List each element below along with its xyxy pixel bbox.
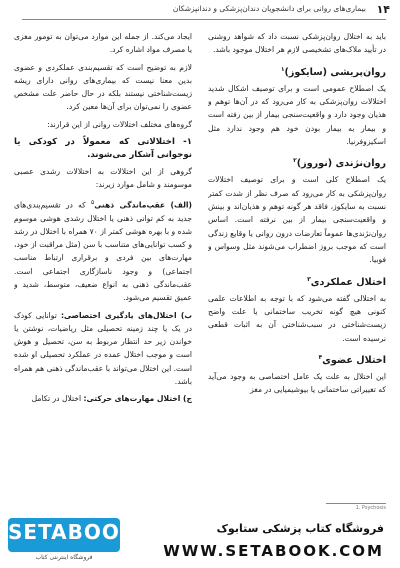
- note-paragraph: لازم به توضیح است که تقسیم‌بندی عملکردی و عضوی بدین معنا نیست که بیماری‌های روانی دارای ریشه زیست‌شناختی نیستند بلکه در حال حاضر علت مشخص عضوی را نمی‌توان برای آن‌ها معین کرد.: [14, 62, 192, 112]
- page-header: [0, 0, 400, 20]
- childhood-paragraph: گروهی از این اختلالات به اختلالات رشدی عصبی موسومند و شامل موارد زیرند:: [14, 167, 192, 190]
- header-rule: [22, 19, 386, 20]
- continuation-paragraph: ایجاد می‌کند. از جمله این موارد می‌توان به تومور مغزی یا مصرف مواد اشاره کرد.: [14, 32, 192, 55]
- logo-word: SETABOOK: [8, 520, 137, 544]
- running-head: بیماری‌های روانی برای دانشجویان دندان‌پزشکی و دندانپزشکان: [172, 4, 366, 13]
- neurosis-paragraph: یک اصطلاح کلی است و برای توصیف اختلالات روان‌پزشکی به کار می‌رود که صرف نظر از شدت کمتر نسبت به سایکوز، فاقد هر گونه توهم و هذیان‌اند و بینش و واقعیت‌سنجی بیمار از بین نرفته است. اساس روان‌نژندی‌ها عموماً تعارضات درون روانی یا وقایع زندگی است که موجب بروز اضطراب می‌شوند مثل وسواس و فوبیا.: [208, 175, 386, 265]
- intro-paragraph: باید به اختلال روان‌پزشکی نسبت داد که شواهد روشنی در تأیید ملاک‌های تشخیصی لازم هر اختلال موجود باشد.: [208, 32, 386, 55]
- shop-name: فروشگاه کتاب پزشکی ستابوک: [216, 522, 384, 535]
- footnote-rule: [326, 503, 386, 504]
- text-columns: [14, 30, 386, 498]
- setabook-logo: [8, 518, 137, 564]
- left-column: [14, 30, 192, 498]
- heading-psychosis: روان‌پریشی (سایکوز)$^۱$: [280, 65, 386, 78]
- shop-url[interactable]: WWW.SETABOOK.COM: [163, 542, 384, 560]
- logo-tagline: فروشگاه اینترنتی کتاب: [35, 554, 93, 561]
- motor-disorder-paragraph: ج) اختلال مهارت‌های حرکتی: اختلال در تکامل: [31, 394, 192, 404]
- organic-paragraph: این اختلال به علت یک عامل اختصاصی به وجود می‌آید که تغییراتی ساختمانی یا بیوشیمیایی در مغز: [208, 372, 386, 395]
- heading-functional-disorder: اختلال عملکردی$^۳$: [307, 275, 386, 288]
- heading-neurosis: روان‌نژندی (نوروز)$^۲$: [293, 157, 386, 170]
- page-number: ۱۴: [376, 3, 390, 16]
- right-column: [208, 30, 386, 498]
- heading-organic-disorder: اختلال عضوی$^۴$: [318, 353, 386, 367]
- learning-disorder-paragraph: ب) اختلال‌های یادگیری اختصاصی: توانایی کودک در یک یا چند زمینه تحصیلی مثل ریاضیات، نوشتن یا خواندن زیر حد انتظار مربوط به سن، تحصیل و هوش است و موجب اختلال عمده در عملکرد تحصیلی او شده است. این اختلال می‌تواند با عقب‌ماندگی ذهنی هم همراه باشد.: [14, 310, 192, 387]
- footnote: 1. Psychosis: [355, 505, 386, 511]
- groups-intro: گروه‌های مختلف اختلالات روانی از این قرارند:: [47, 119, 192, 129]
- watermark-footer: [0, 512, 400, 568]
- psychosis-paragraph: یک اصطلاح عمومی است و برای توصیف اشکال شدید اختلالات روان‌پزشکی به کار می‌رود که در آن‌ها توهم و هذیان وجود دارد و واقعیت‌سنجی بیمار از بین رفته است و بیمار به بیمار بودن خود هم وجود ندارد مثل اسکیزوفرنیا.: [208, 83, 386, 146]
- intellectual-disability-paragraph: (الف) عقب‌ماندگی ذهنی$^۵$ که در تقسیم‌بندی‌های جدید به کم توانی ذهنی یا اختلال رشدی هوشی موسوم شده و با بهره هوشی کمتر از ۷۰ همراه با اختلال در رشد و کسب توانایی‌های متناسب با سن (مثل مراقبت از خود، مهارت‌های بین فردی و برقراری ارتباط مناسب اجتماعی) و وجود ناسازگاری اجتماعی است. عقب‌ماندگی ذهنی به انواع ضعیف، متوسط، شدید و عمیق تقسیم می‌شود.: [14, 198, 192, 303]
- heading-childhood-disorders: ۱- اختلالاتی که معمولاً در کودکی یا نوجوانی آشکار می‌شوند.: [14, 137, 192, 161]
- functional-paragraph: به اختلالی گفته می‌شود که با توجه به اطلاعات علمی کنونی هیچ گونه تخریب ساختمانی یا علت واضح زیست‌شناختی در سبب‌شناختی آن به اثبات قطعی نرسیده است.: [208, 293, 386, 343]
